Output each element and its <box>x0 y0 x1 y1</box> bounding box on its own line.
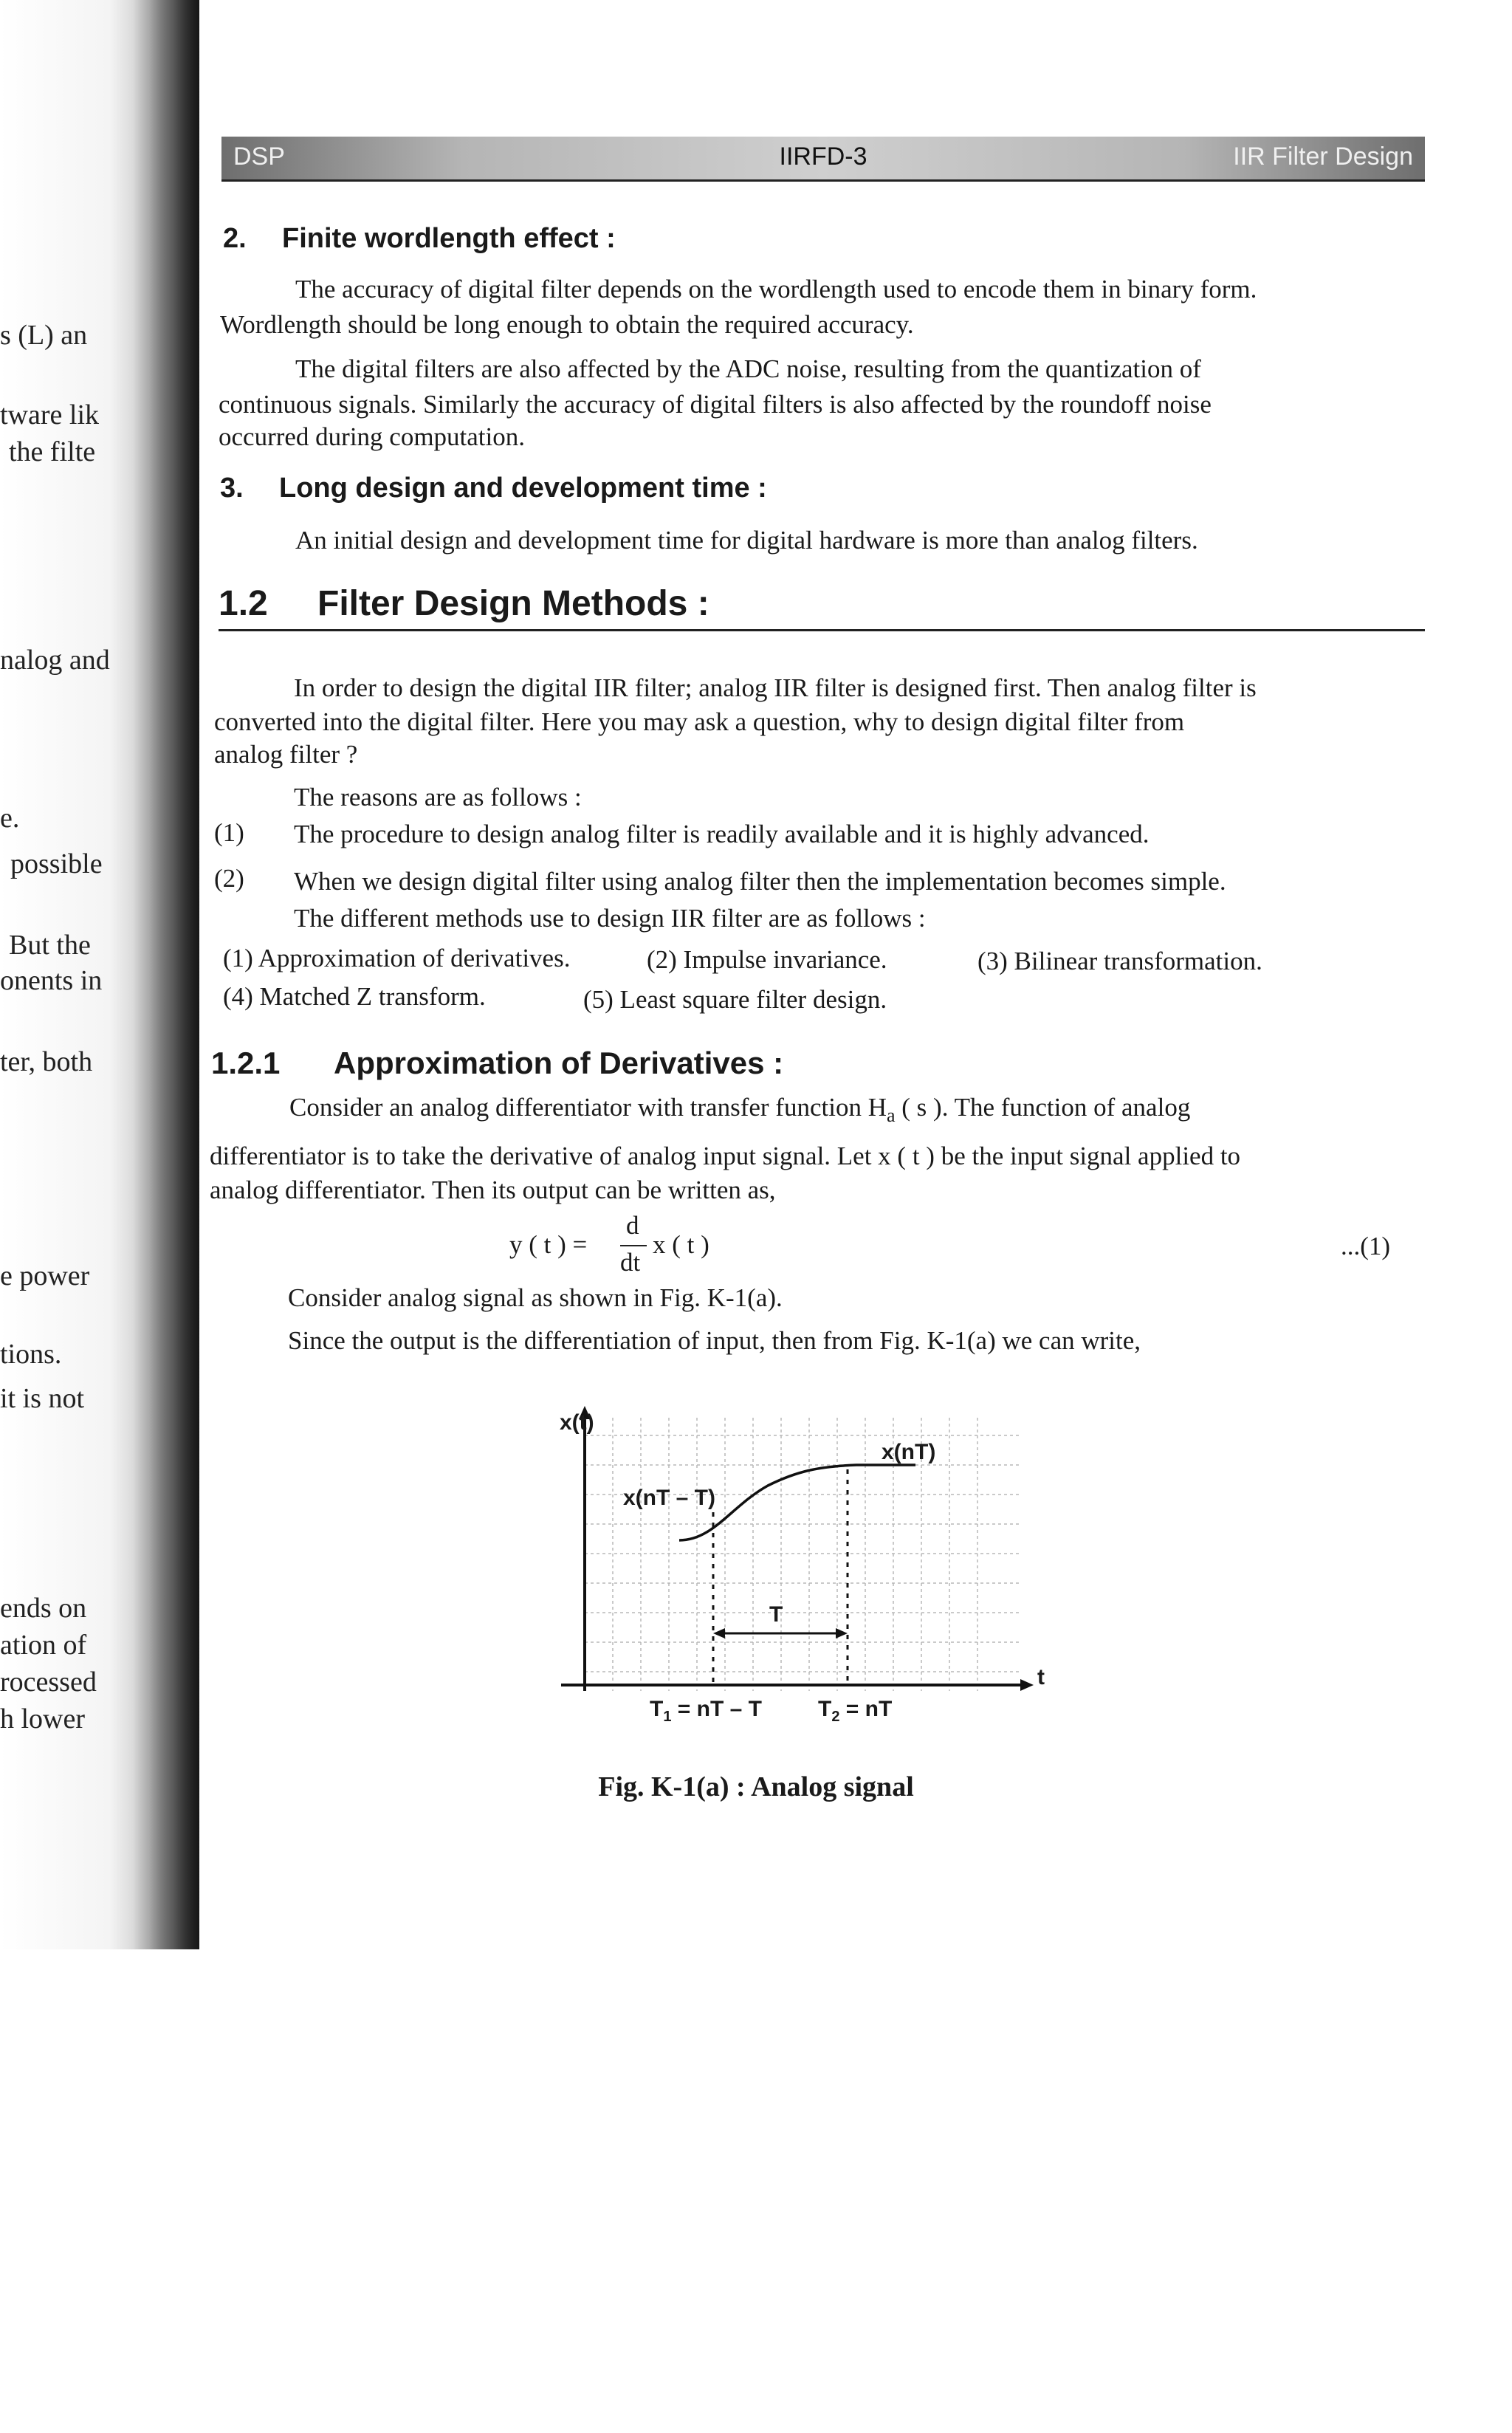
t2-subscript: 2 <box>831 1709 840 1725</box>
label-xnT: x(nT) <box>882 1440 936 1464</box>
prev-page-fragment: ends on <box>0 1593 87 1624</box>
equation-numerator: d <box>626 1211 639 1240</box>
subscript: a <box>886 1105 896 1126</box>
paragraph-line: analog differentiator. Then its output can be written as, <box>210 1176 776 1204</box>
x-axis-arrow <box>1020 1679 1034 1691</box>
section-2-title: Finite wordlength effect : <box>282 223 616 254</box>
list-number: (1) <box>214 818 244 847</box>
label-interval-T: T <box>769 1602 783 1627</box>
x-axis-label: t <box>1037 1665 1045 1689</box>
prev-page-fragment: onents in <box>0 965 103 996</box>
figure-caption: Fig. K-1(a) : Analog signal <box>598 1771 914 1802</box>
equation-rhs: x ( t ) <box>653 1230 709 1259</box>
list-number: (2) <box>214 864 244 893</box>
method-item: (2) Impulse invariance. <box>647 945 887 974</box>
method-item: (4) Matched Z transform. <box>223 982 486 1011</box>
paragraph-line <box>289 1093 1190 1127</box>
prev-page-fragment: tions. <box>0 1339 62 1370</box>
paragraph-line: An initial design and development time for digital hardware is more than analog filters. <box>295 526 1198 555</box>
list-item: The procedure to design analog filter is readily available and it is highly advanced. <box>294 820 1150 848</box>
equation-number: ...(1) <box>1341 1232 1391 1260</box>
interval-arrow-left <box>713 1628 725 1638</box>
page-binding-gutter <box>133 0 199 1949</box>
paragraph-line: converted into the digital filter. Here you may ask a question, why to design digital filter from <box>214 707 1185 736</box>
prev-page-fragment: e. <box>0 803 20 834</box>
section-1-2-1-title: Approximation of Derivatives : <box>334 1046 784 1080</box>
header-subject: DSP <box>233 143 285 171</box>
figure-svg <box>546 1403 1063 1743</box>
paragraph-line: The different methods use to design IIR filter are as follows : <box>294 904 926 933</box>
running-header <box>221 137 1425 182</box>
prev-page-fragment: it is not <box>0 1383 85 1414</box>
label-t1 <box>650 1697 762 1726</box>
section-3-number: 3. <box>220 473 244 504</box>
section-rule <box>219 629 1425 631</box>
prev-page-fragment: e power <box>0 1260 90 1291</box>
fraction-bar <box>620 1245 647 1246</box>
equation-denominator: dt <box>620 1248 641 1277</box>
t2-value: = nT <box>839 1697 893 1721</box>
list-item: When we design digital filter using analog filter then the implementation becomes simple. <box>294 867 1226 896</box>
grid <box>585 1418 1019 1691</box>
method-item: (1) Approximation of derivatives. <box>223 944 571 972</box>
section-2-number: 2. <box>223 223 247 254</box>
method-item: (3) Bilinear transformation. <box>977 947 1262 975</box>
section-1-2-1-number: 1.2.1 <box>211 1046 281 1080</box>
text-segment: ( s ). The function of analog <box>901 1093 1191 1122</box>
method-item: (5) Least square filter design. <box>583 985 887 1014</box>
paragraph-line: differentiator is to take the derivative of analog input signal. Let x ( t ) be the input signal applied to <box>210 1142 1241 1170</box>
prev-page-fragment: the filte <box>9 436 96 467</box>
label-xnT-minus-T: x(nT – T) <box>623 1486 715 1510</box>
paragraph-line: continuous signals. Similarly the accuracy of digital filters is also affected by the roundoff noise <box>219 390 1212 419</box>
paragraph-line: analog filter ? <box>214 740 358 769</box>
equation-lhs: y ( t ) = <box>509 1230 588 1259</box>
t2-symbol: T <box>818 1697 832 1721</box>
y-axis-label: x(t) <box>560 1410 594 1435</box>
t1-subscript: 1 <box>663 1709 672 1725</box>
paragraph-line: The accuracy of digital filter depends on the wordlength used to encode them in binary form. <box>295 275 1257 303</box>
prev-page-fragment: tware lik <box>0 399 100 430</box>
section-1-2-number: 1.2 <box>219 584 268 623</box>
paragraph-line: Since the output is the differentiation of input, then from Fig. K-1(a) we can write, <box>288 1326 1141 1355</box>
prev-page-fragment: h lower <box>0 1703 86 1734</box>
paragraph-line: The reasons are as follows : <box>294 783 582 811</box>
prev-page-fragment: rocessed <box>0 1667 97 1698</box>
paragraph-line: Consider analog signal as shown in Fig. K-1(a). <box>288 1283 783 1312</box>
prev-page-fragment: ation of <box>0 1630 87 1661</box>
prev-page-fragment: nalog and <box>0 645 110 676</box>
label-t2 <box>818 1697 892 1726</box>
header-page-id: IIRFD-3 <box>779 143 867 171</box>
header-chapter: IIR Filter Design <box>1233 143 1413 171</box>
section-1-2-title: Filter Design Methods : <box>317 584 709 623</box>
prev-page-fragment: s (L) an <box>0 320 88 351</box>
paragraph-line: In order to design the digital IIR filter; analog IIR filter is designed first. Then analog filter is <box>294 673 1257 702</box>
paragraph-line: occurred during computation. <box>219 422 526 451</box>
paragraph-line: The digital filters are also affected by the ADC noise, resulting from the quantization of <box>295 354 1201 383</box>
t1-symbol: T <box>650 1697 664 1721</box>
prev-page-fragment: But the <box>9 930 91 961</box>
prev-page-fragment: possible <box>10 848 103 879</box>
section-3-title: Long design and development time : <box>279 473 767 504</box>
interval-arrow-right <box>836 1628 848 1638</box>
prev-page-fragment: ter, both <box>0 1046 93 1077</box>
paragraph-line: Wordlength should be long enough to obtain the required accuracy. <box>220 310 914 339</box>
text-segment: Consider an analog differentiator with transfer function H <box>289 1093 887 1122</box>
figure-analog-signal <box>546 1403 1063 1743</box>
t1-value: = nT – T <box>671 1697 762 1721</box>
